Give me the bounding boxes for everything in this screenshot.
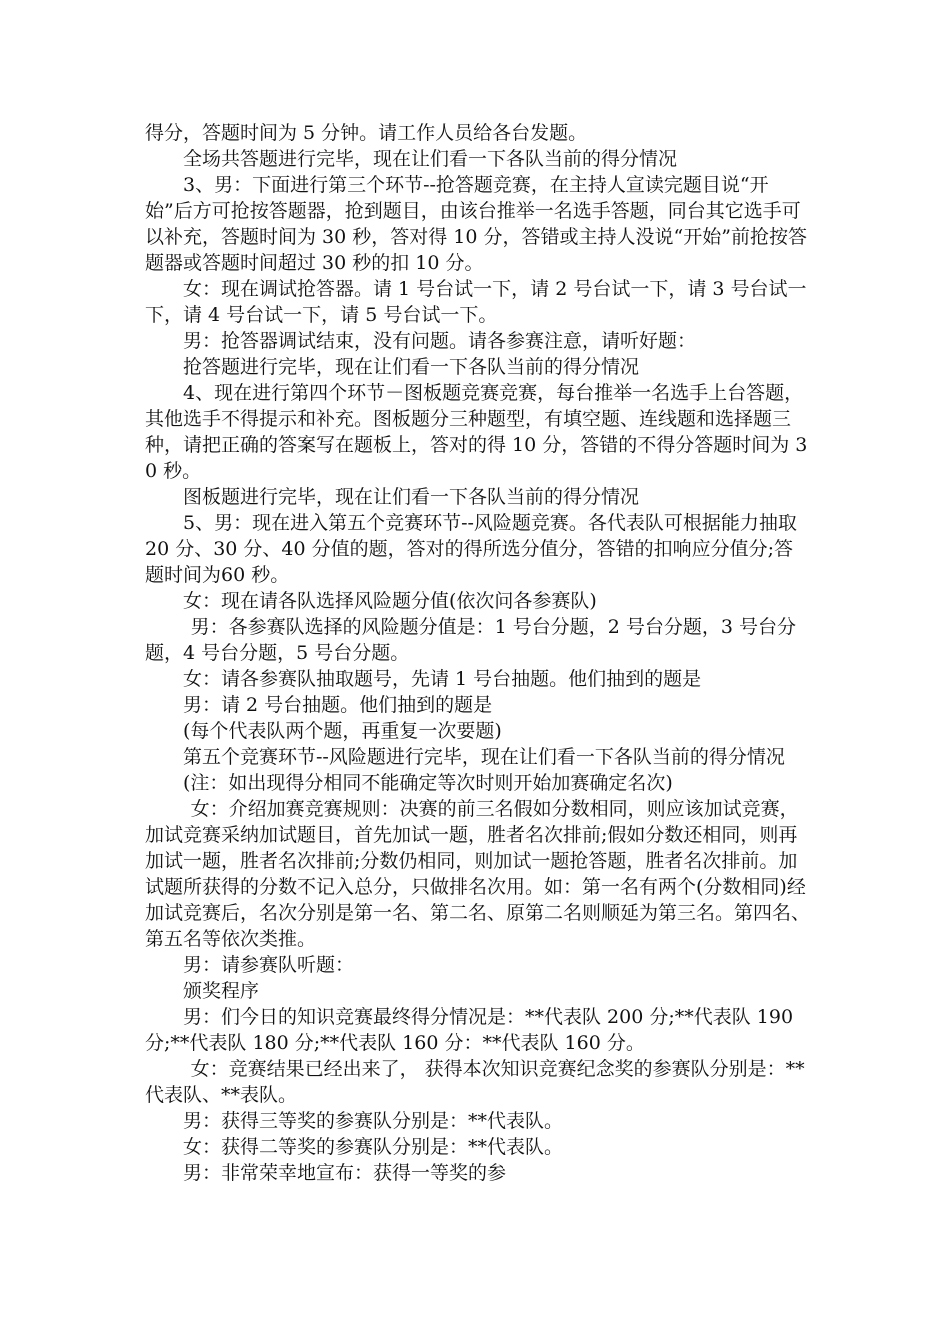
paragraph: 男：非常荣幸地宣布：获得一等奖的参	[183, 1162, 507, 1184]
paragraph: 女：请各参赛队抽取题号，先请 1 号台抽题。他们抽到的题是	[183, 668, 702, 690]
paragraph: 图板题进行完毕，现在让们看一下各队当前的得分情况	[183, 486, 640, 508]
paragraph: 男：各参赛队选择的风险题分值是：1 号台分题，2 号台分题，3 号台分题，4 号台分题，5 号台分题。	[145, 616, 796, 664]
paragraph: 抢答题进行完毕，现在让们看一下各队当前的得分情况	[183, 356, 640, 378]
paragraph: 男：请 2 号台抽题。他们抽到的题是	[183, 694, 493, 716]
paragraph: 女：获得二等奖的参赛队分别是：**代表队。	[183, 1136, 564, 1158]
paragraph: 全场共答题进行完毕，现在让们看一下各队当前的得分情况	[183, 148, 678, 170]
paragraph: 女：介绍加赛竞赛规则：决赛的前三名假如分数相同，则应该加试竞赛，加试竞赛采纳加试题目，首先加试一题，胜者名次排前;假如分数还相同，则再加试一题，胜者名次排前;分数仍相同，则加试一题抢答题，胜者名次排前。加试题所获得的分数不记入总分，只做排名次用。如：第一名有两个(分数相同)经加试竞赛后，名次分别是第一名、第二名、原第二名则顺延为第三名。第四名、第五名等依次类推。	[145, 798, 811, 950]
paragraph: 男：获得三等奖的参赛队分别是：**代表队。	[183, 1110, 564, 1132]
paragraph: 得分，答题时间为 5 分钟。请工作人员给各台发题。	[145, 122, 588, 144]
paragraph: (每个代表队两个题，再重复一次要题)	[183, 720, 502, 742]
paragraph: 第五个竞赛环节--风险题进行完毕，现在让们看一下各队当前的得分情况	[183, 746, 785, 768]
paragraph: 5、男：现在进入第五个竞赛环节--风险题竞赛。各代表队可根据能力抽取 20 分、30 分、40 分值的题，答对的得所选分值分，答错的扣响应分值分;答题时间为60 秒。	[145, 512, 797, 586]
paragraph: 女：现在调试抢答器。请 1 号台试一下，请 2 号台试一下，请 3 号台试一下，请 4 号台试一下，请 5 号台试一下。	[145, 278, 807, 326]
paragraph: 3、男：下面进行第三个环节--抢答题竞赛，在主持人宣读完题目说“开始”后方可抢按答题器，抢到题目，由该台推举一名选手答题，同台其它选手可以补充，答题时间为 30 秒，答对得 10 分，答错或主持人没说“开始”前抢按答题器或答题时间超过 30 秒的扣 10 分。	[145, 174, 807, 274]
paragraph: 女：竞赛结果已经出来了， 获得本次知识竞赛纪念奖的参赛队分别是：**代表队、**表队。	[145, 1058, 805, 1106]
document-body	[145, 120, 810, 1186]
paragraph: (注：如出现得分相同不能确定等次时则开始加赛确定名次)	[183, 772, 673, 794]
section-heading: 颁奖程序	[183, 980, 260, 1002]
paragraph: 女：现在请各队选择风险题分值(依次问各参赛队)	[183, 590, 597, 612]
paragraph: 4、现在进行第四个环节－图板题竞赛竞赛，每台推举一名选手上台答题，其他选手不得提示和补充。图板题分三种题型，有填空题、连线题和选择题三种，请把正确的答案写在题板上，答对的得 10 分，答错的不得分答题时间为 30 秒。	[145, 382, 808, 482]
paragraph: 男：请参赛队听题：	[183, 954, 355, 976]
paragraph: 男：们今日的知识竞赛最终得分情况是：**代表队 200 分;**代表队 190 分;**代表队 180 分;**代表队 160 分：**代表队 160 分。	[145, 1006, 794, 1054]
paragraph: 男：抢答器调试结束，没有问题。请各参赛注意，请听好题：	[183, 330, 697, 352]
